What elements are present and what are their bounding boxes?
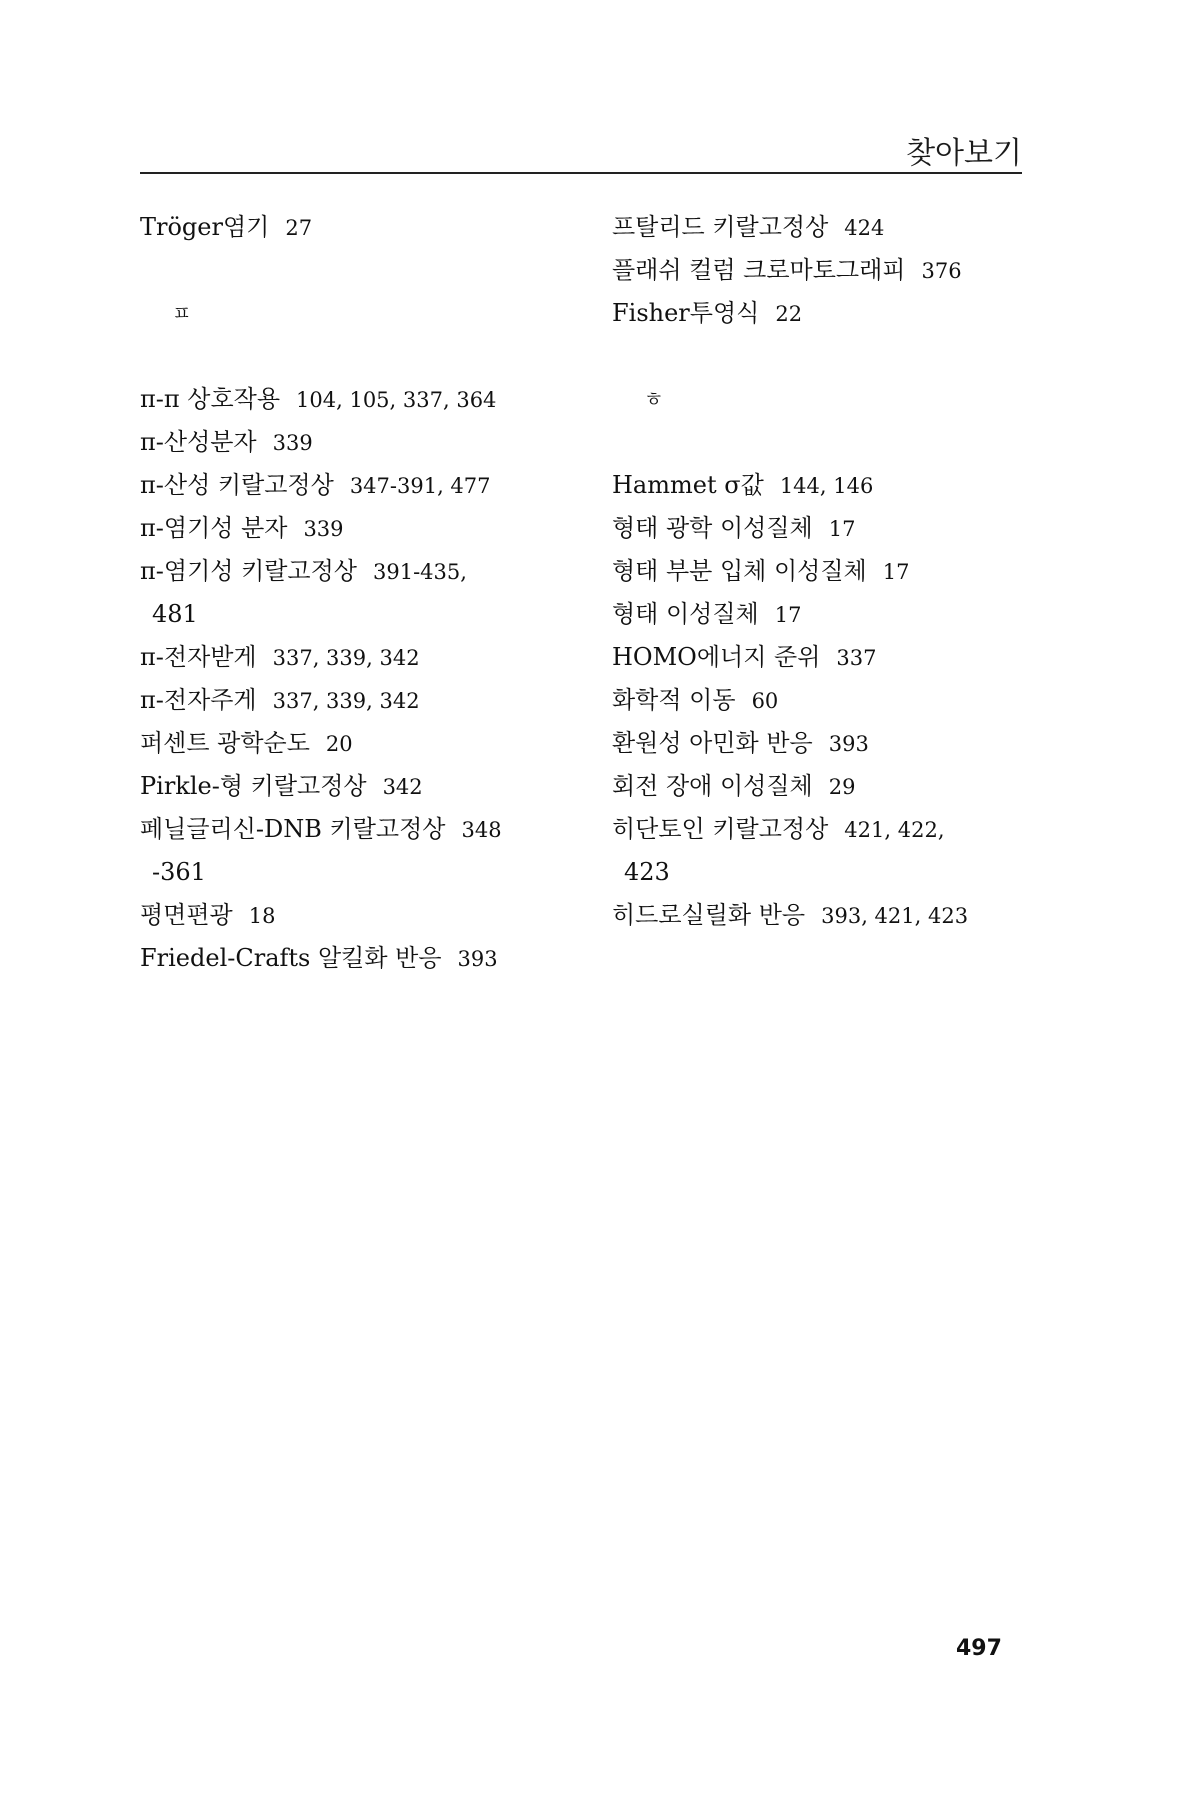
entry-pages: 17: [828, 517, 856, 541]
index-entry: [612, 593, 1032, 636]
entry-term: π-π 상호작용: [140, 385, 281, 413]
entry-pages: 60: [751, 689, 779, 713]
index-entry: [612, 679, 1032, 722]
index-entry: [612, 507, 1032, 550]
section-heading-letter: ㅎ: [644, 387, 664, 411]
index-entry: [612, 636, 1032, 679]
index-column-right: [612, 206, 1032, 937]
index-entry: [140, 894, 580, 937]
index-entry: [612, 249, 1032, 292]
entry-pages: 18: [248, 904, 276, 928]
entry-pages: 391-435,: [372, 560, 467, 584]
entry-pages: 29: [828, 775, 856, 799]
entry-term: 페닐글리신-DNB 키랄고정상: [140, 815, 446, 843]
index-entry: [140, 636, 580, 679]
entry-pages: 421, 422,: [844, 818, 945, 842]
entry-pages: 337, 339, 342: [272, 689, 420, 713]
section-heading: [612, 378, 1032, 421]
entry-term: Pirkle-형 키랄고정상: [140, 772, 367, 800]
blank-line: [140, 335, 580, 378]
entry-term: 히단토인 키랄고정상: [612, 815, 829, 843]
entry-term: 퍼센트 광학순도: [140, 729, 310, 757]
entry-pages-continued: 423: [624, 858, 670, 886]
entry-pages: 337, 339, 342: [272, 646, 420, 670]
entry-pages: 348: [461, 818, 502, 842]
entry-pages-continued: 481: [152, 600, 198, 628]
index-entry: [612, 894, 1032, 937]
index-entry: [140, 378, 580, 421]
entry-term: 형태 부분 입체 이성질체: [612, 557, 867, 585]
entry-term: 환원성 아민화 반응: [612, 729, 813, 757]
entry-pages: 347-391, 477: [349, 474, 491, 498]
index-entry: [612, 722, 1032, 765]
entry-term: Tröger염기: [140, 213, 270, 241]
entry-pages: 22: [775, 302, 803, 326]
entry-term: Hammet σ값: [612, 471, 764, 499]
entry-term: 히드로실릴화 반응: [612, 901, 806, 929]
entry-pages: 20: [325, 732, 353, 756]
index-entry: [140, 937, 580, 980]
header-rule: [140, 172, 1022, 174]
entry-term: 플래쉬 컬럼 크로마토그래피: [612, 256, 906, 284]
index-entry: [612, 550, 1032, 593]
entry-pages: 342: [382, 775, 423, 799]
entry-term: 형태 이성질체: [612, 600, 759, 628]
entry-pages: 104, 105, 337, 364: [296, 388, 497, 412]
index-entry: [612, 206, 1032, 249]
entry-term: π-산성분자: [140, 428, 257, 456]
index-column-left: [140, 206, 580, 980]
entry-pages: 337: [836, 646, 877, 670]
index-entry-continuation: [612, 851, 1032, 894]
index-entry: [140, 421, 580, 464]
entry-pages: 393, 421, 423: [821, 904, 969, 928]
index-entry: [140, 679, 580, 722]
index-entry: [140, 808, 580, 851]
entry-pages: 376: [921, 259, 962, 283]
entry-pages: 393: [457, 947, 498, 971]
entry-term: π-염기성 키랄고정상: [140, 557, 357, 585]
entry-pages: 339: [272, 431, 313, 455]
running-header-title: 찾아보기: [906, 136, 1022, 171]
index-entry: [140, 206, 580, 249]
entry-pages: 393: [828, 732, 869, 756]
blank-line: [612, 335, 1032, 378]
entry-term: π-산성 키랄고정상: [140, 471, 334, 499]
entry-term: 프탈리드 키랄고정상: [612, 213, 829, 241]
index-entry-continuation: [140, 851, 580, 894]
index-entry: [612, 808, 1032, 851]
entry-term: HOMO에너지 준위: [612, 643, 821, 671]
entry-term: 형태 광학 이성질체: [612, 514, 813, 542]
index-entry: [612, 464, 1032, 507]
entry-pages: 17: [882, 560, 910, 584]
entry-pages: 17: [774, 603, 802, 627]
index-entry: [140, 550, 580, 593]
entry-term: 회전 장애 이성질체: [612, 772, 813, 800]
blank-line: [140, 249, 580, 292]
index-entry: [140, 464, 580, 507]
index-entry: [612, 292, 1032, 335]
entry-term: 화학적 이동: [612, 686, 736, 714]
index-entry-continuation: [140, 593, 580, 636]
index-entry: [140, 765, 580, 808]
entry-term: 평면편광: [140, 901, 233, 929]
page-number: 497: [956, 1636, 1002, 1661]
section-heading: [140, 292, 580, 335]
entry-pages: 27: [285, 216, 313, 240]
entry-pages: 144, 146: [779, 474, 874, 498]
entry-term: π-염기성 분자: [140, 514, 288, 542]
section-heading-letter: ㅍ: [172, 301, 192, 325]
entry-pages-continued: -361: [152, 858, 206, 886]
entry-pages: 339: [303, 517, 344, 541]
index-entry: [140, 722, 580, 765]
index-entry: [612, 765, 1032, 808]
index-entry: [140, 507, 580, 550]
entry-term: Friedel-Crafts 알킬화 반응: [140, 944, 442, 972]
blank-line: [612, 421, 1032, 464]
entry-term: Fisher투영식: [612, 299, 760, 327]
entry-pages: 424: [844, 216, 885, 240]
entry-term: π-전자주게: [140, 686, 257, 714]
entry-term: π-전자받게: [140, 643, 257, 671]
